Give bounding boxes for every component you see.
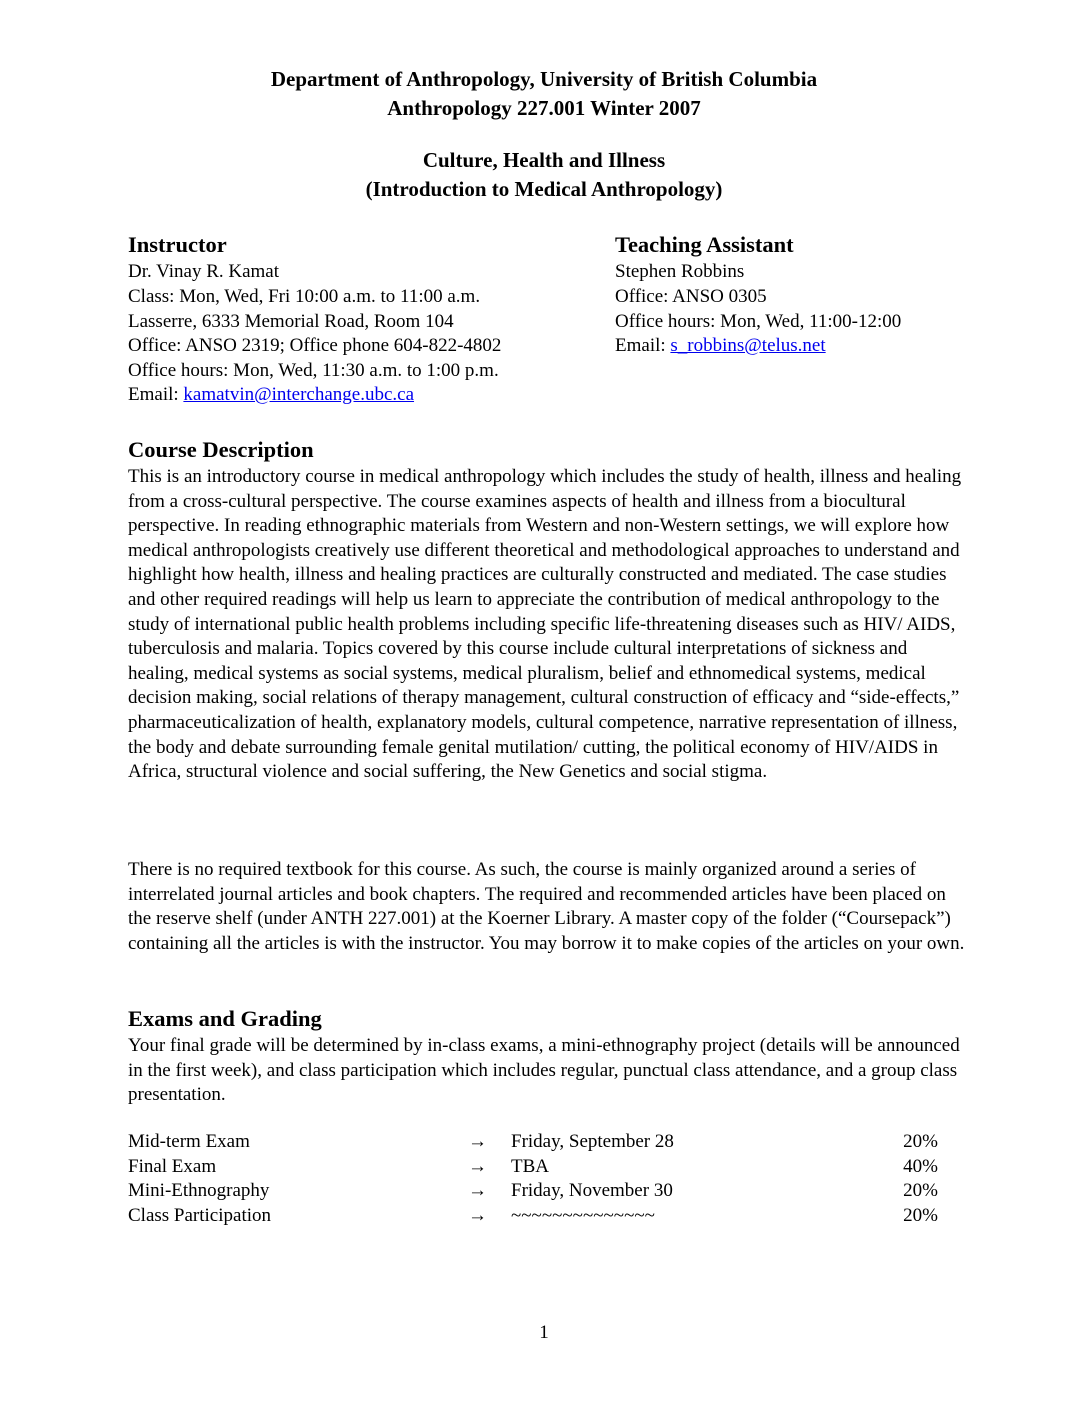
grade-percent: 20% [903, 1131, 938, 1152]
ta-office: Office: ANSO 0305 [615, 286, 767, 307]
instructor-name: Dr. Vinay R. Kamat [128, 261, 280, 282]
grade-row [128, 1180, 938, 1205]
grade-item: Mini-Ethnography [128, 1180, 270, 1201]
instructor-hours: Office hours: Mon, Wed, 11:30 a.m. to 1:00 p.m. [128, 360, 499, 381]
exams-para: Your final grade will be determined by in-class exams, a mini-ethnography project (details will be announced in the first week), and class participation which includes regular, punctual class attendance, and a group class presentation. [128, 1035, 960, 1106]
course-description-body [128, 465, 968, 785]
ta-email-label: Email: [615, 335, 671, 356]
grade-date: TBA [511, 1156, 549, 1177]
ta-name: Stephen Robbins [615, 261, 745, 282]
instructor-location: Lasserre, 6333 Memorial Road, Room 104 [128, 311, 454, 332]
course-description-heading: Course Description [128, 437, 314, 462]
grade-row [128, 1205, 938, 1230]
instructor-email-link[interactable]: kamatvin@interchange.ubc.ca [183, 384, 415, 405]
arrow-icon: → [468, 1180, 487, 1201]
grade-item: Final Exam [128, 1156, 217, 1177]
instructor-email-line [128, 383, 414, 408]
course-description-body-2 [128, 858, 968, 956]
instructor-heading: Instructor [128, 232, 227, 257]
course-subtitle: (Introduction to Medical Anthropology) [365, 177, 723, 201]
grade-row [128, 1131, 938, 1156]
exams-heading: Exams and Grading [128, 1006, 322, 1031]
grade-percent: 20% [903, 1205, 938, 1226]
ta-email-line [615, 334, 826, 359]
ta-heading: Teaching Assistant [615, 232, 794, 257]
grade-percent: 40% [903, 1156, 938, 1177]
course-title: Culture, Health and Illness [422, 148, 666, 172]
grade-date: Friday, September 28 [511, 1131, 674, 1152]
instructor-email-label: Email: [128, 384, 184, 405]
course-description-para2: There is no required textbook for this course. As such, the course is mainly organized around a series of interrelated journal articles and book chapters. The required and recommended articles have been placed on the reserve shelf (under ANTH 227.001) at the Koerner Library. A master copy of the folder (“Coursepack”) containing all the articles is with the instructor. You may borrow it to make copies of the articles on your own. [128, 859, 965, 954]
instructor-office: Office: ANSO 2319; Office phone 604-822-4802 [128, 335, 502, 356]
arrow-icon: → [468, 1131, 487, 1152]
dept-title: Department of Anthropology, University of British Columbia [270, 67, 818, 91]
page-number: 1 [539, 1322, 549, 1343]
course-description-para1: This is an introductory course in medical anthropology which includes the study of health, illness and healing from a cross-cultural perspective. The course examines aspects of health and illness from a biocultural perspective. In reading ethnographic materials from Western and non-Western settings, we will explore how medical anthropologists creatively use different theoretical and methodological approaches to understand and highlight how health, illness and healing practices are culturally constructed and mediated. The case studies and other required readings will help us learn to appreciate the contribution of medical anthropology to the study of international public health problems including specific life-threatening diseases such as HIV/ AIDS, tuberculosis and malaria. Topics covered by this course include cultural interpretations of sickness and healing, medical systems as social systems, medical pluralism, belief and ethnomedical systems, medical decision making, social relations of therapy management, cultural construction of efficacy and “side-effects,” pharmaceuticalization of health, explanatory models, cultural competence, narrative representation of illness, the body and debate surrounding female genital mutilation/ cutting, the political economy of HIV/AIDS in Africa, structural violence and social suffering, the New Genetics and social stigma. [128, 466, 962, 783]
grade-row [128, 1156, 938, 1181]
instructor-class-time: Class: Mon, Wed, Fri 10:00 a.m. to 11:00 a.m. [128, 286, 481, 307]
grade-item: Class Participation [128, 1205, 272, 1226]
grade-date: Friday, November 30 [511, 1180, 673, 1201]
ta-hours: Office hours: Mon, Wed, 11:00-12:00 [615, 311, 902, 332]
ta-email-link[interactable]: s_robbins@telus.net [670, 335, 826, 356]
course-number: Anthropology 227.001 Winter 2007 [387, 96, 701, 120]
exams-body [128, 1034, 968, 1108]
grade-item: Mid-term Exam [128, 1131, 250, 1152]
grade-date: ~~~~~~~~~~~~~~ [511, 1205, 655, 1226]
grade-percent: 20% [903, 1180, 938, 1201]
arrow-icon: → [468, 1205, 487, 1226]
arrow-icon: → [468, 1156, 487, 1177]
